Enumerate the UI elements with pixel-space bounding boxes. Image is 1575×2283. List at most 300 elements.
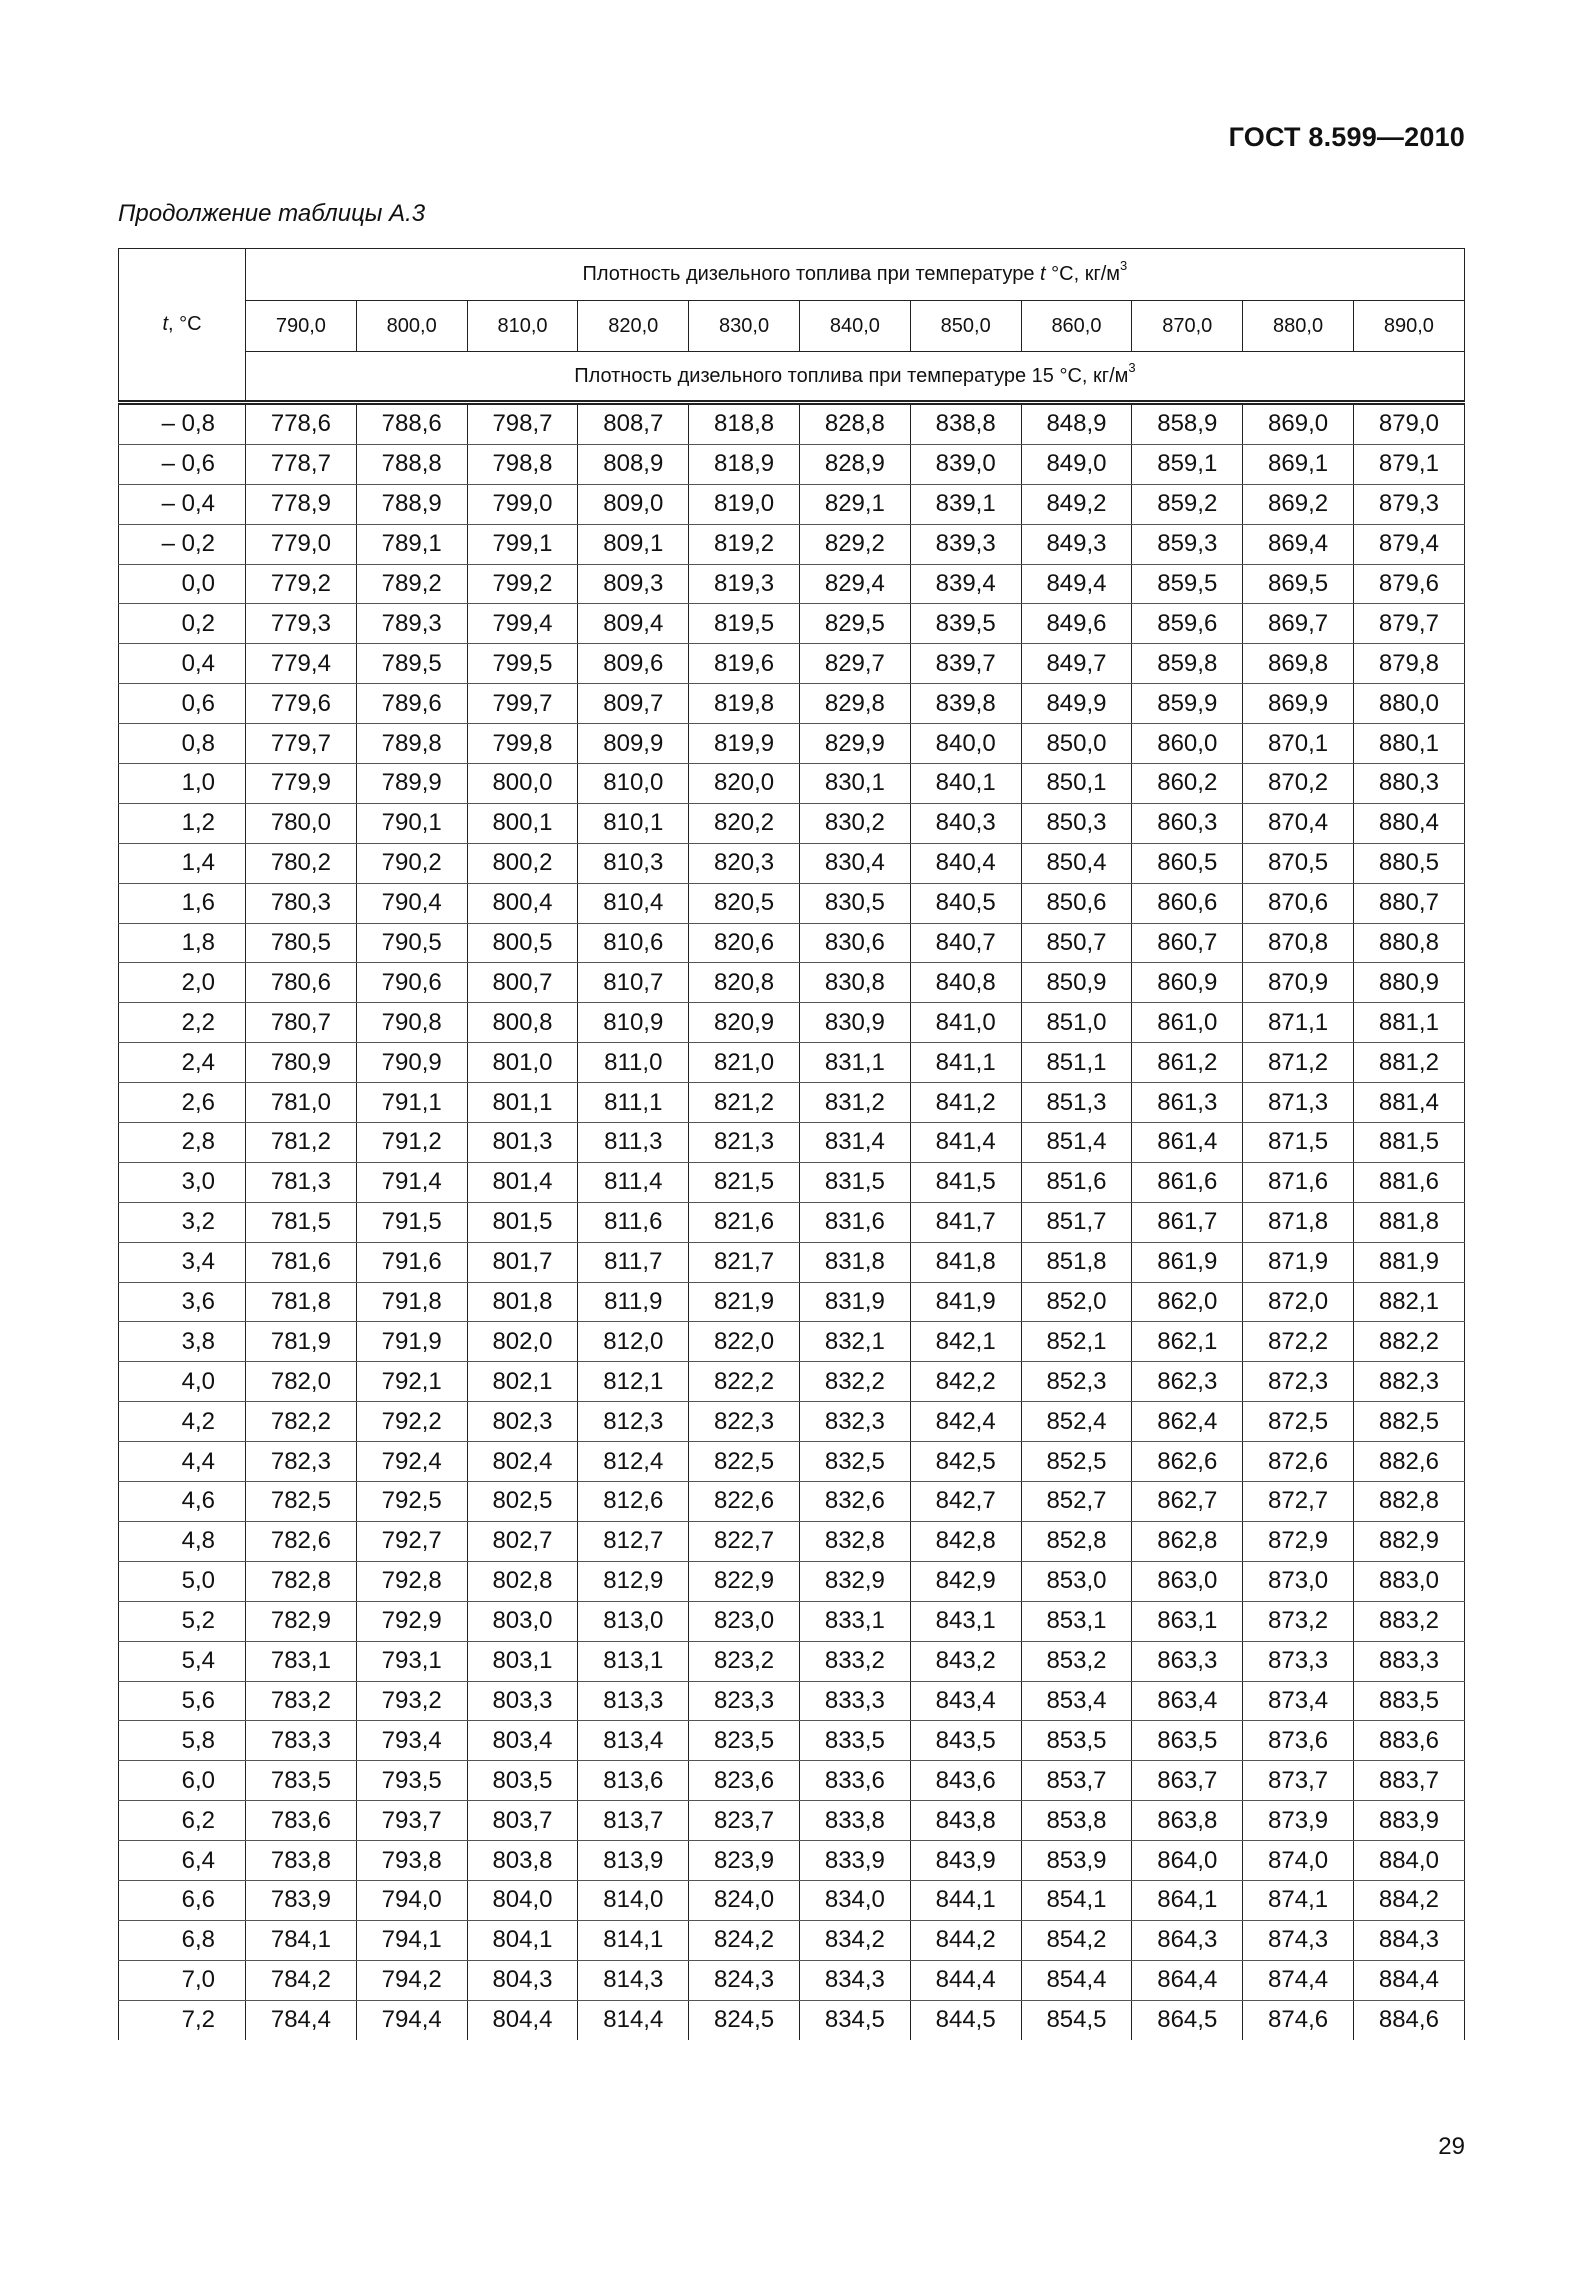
density-value-cell: 853,8 [1021, 1801, 1132, 1841]
density-value-cell: 844,4 [910, 1960, 1021, 2000]
temperature-cell: 1,6 [119, 883, 246, 923]
density-value-cell: 788,6 [356, 403, 467, 445]
density-value-cell: 821,0 [689, 1043, 800, 1083]
density-value-cell: 850,7 [1021, 923, 1132, 963]
density-value-cell: 874,1 [1243, 1880, 1354, 1920]
density-value-cell: 832,2 [799, 1362, 910, 1402]
density-value-cell: 781,2 [246, 1123, 357, 1163]
density-column-header: 810,0 [467, 301, 578, 352]
density-value-cell: 801,1 [467, 1083, 578, 1123]
density-value-cell: 829,4 [799, 564, 910, 604]
temperature-cell: 6,2 [119, 1801, 246, 1841]
density-value-cell: 799,4 [467, 604, 578, 644]
density-value-cell: 793,2 [356, 1681, 467, 1721]
density-value-cell: 842,4 [910, 1402, 1021, 1442]
density-value-cell: 880,4 [1353, 803, 1464, 843]
density-value-cell: 870,9 [1243, 963, 1354, 1003]
density-value-cell: 819,9 [689, 724, 800, 764]
table-row [119, 524, 1465, 564]
temperature-cell: 3,6 [119, 1282, 246, 1322]
density-value-cell: 853,5 [1021, 1721, 1132, 1761]
density-value-cell: 860,6 [1132, 883, 1243, 923]
density-value-cell: 802,1 [467, 1362, 578, 1402]
density-value-cell: 863,7 [1132, 1761, 1243, 1801]
density-value-cell: 879,0 [1353, 403, 1464, 445]
density-value-cell: 871,9 [1243, 1242, 1354, 1282]
density-value-cell: 813,7 [578, 1801, 689, 1841]
density-value-cell: 782,0 [246, 1362, 357, 1402]
density-value-cell: 822,6 [689, 1482, 800, 1522]
table-row [119, 1202, 1465, 1242]
temperature-cell: 6,0 [119, 1761, 246, 1801]
table-row [119, 1282, 1465, 1322]
density-value-cell: 813,3 [578, 1681, 689, 1721]
temperature-cell: 5,8 [119, 1721, 246, 1761]
density-value-cell: 851,6 [1021, 1162, 1132, 1202]
density-value-cell: 809,1 [578, 524, 689, 564]
density-value-cell: 884,0 [1353, 1841, 1464, 1881]
density-value-cell: 843,2 [910, 1641, 1021, 1681]
density-value-cell: 793,8 [356, 1841, 467, 1881]
density-value-cell: 820,5 [689, 883, 800, 923]
density-value-cell: 883,5 [1353, 1681, 1464, 1721]
density-value-cell: 780,5 [246, 923, 357, 963]
density-value-cell: 863,4 [1132, 1681, 1243, 1721]
density-value-cell: 812,4 [578, 1442, 689, 1482]
density-value-cell: 791,6 [356, 1242, 467, 1282]
density-value-cell: 818,9 [689, 444, 800, 484]
temperature-cell: 4,4 [119, 1442, 246, 1482]
density-value-cell: 864,3 [1132, 1920, 1243, 1960]
temperature-cell: 3,4 [119, 1242, 246, 1282]
density-value-cell: 830,4 [799, 843, 910, 883]
density-value-cell: 811,1 [578, 1083, 689, 1123]
density-value-cell: 790,5 [356, 923, 467, 963]
table-row [119, 1841, 1465, 1881]
table-row [119, 724, 1465, 764]
density-value-cell: 883,0 [1353, 1561, 1464, 1601]
density-value-cell: 833,5 [799, 1721, 910, 1761]
density-value-cell: 800,1 [467, 803, 578, 843]
density-value-cell: 870,6 [1243, 883, 1354, 923]
density-value-cell: 853,9 [1021, 1841, 1132, 1881]
density-value-cell: 788,9 [356, 484, 467, 524]
density-value-cell: 823,3 [689, 1681, 800, 1721]
density-value-cell: 833,2 [799, 1641, 910, 1681]
density-value-cell: 811,9 [578, 1282, 689, 1322]
density-value-cell: 792,9 [356, 1601, 467, 1641]
density-table [118, 248, 1465, 2040]
density-value-cell: 781,5 [246, 1202, 357, 1242]
density-value-cell: 831,6 [799, 1202, 910, 1242]
density-value-cell: 799,1 [467, 524, 578, 564]
density-value-cell: 842,9 [910, 1561, 1021, 1601]
density-value-cell: 852,5 [1021, 1442, 1132, 1482]
density-value-cell: 799,8 [467, 724, 578, 764]
table-row [119, 1561, 1465, 1601]
density-value-cell: 842,1 [910, 1322, 1021, 1362]
density-value-cell: 821,9 [689, 1282, 800, 1322]
density-value-cell: 800,7 [467, 963, 578, 1003]
document-code: ГОСТ 8.599—2010 [1228, 122, 1465, 152]
density-value-cell: 840,3 [910, 803, 1021, 843]
density-value-cell: 840,7 [910, 923, 1021, 963]
density-value-cell: 859,2 [1132, 484, 1243, 524]
density-value-cell: 803,4 [467, 1721, 578, 1761]
density-value-cell: 824,3 [689, 1960, 800, 2000]
density-value-cell: 843,9 [910, 1841, 1021, 1881]
density-value-cell: 823,6 [689, 1761, 800, 1801]
density-value-cell: 882,8 [1353, 1482, 1464, 1522]
density-value-cell: 871,3 [1243, 1083, 1354, 1123]
density-value-cell: 830,5 [799, 883, 910, 923]
density-value-cell: 830,8 [799, 963, 910, 1003]
table-row [119, 1043, 1465, 1083]
density-value-cell: 802,4 [467, 1442, 578, 1482]
density-value-cell: 800,2 [467, 843, 578, 883]
density-value-cell: 882,2 [1353, 1322, 1464, 1362]
density-value-cell: 791,1 [356, 1083, 467, 1123]
temperature-cell: 1,8 [119, 923, 246, 963]
density-value-cell: 839,4 [910, 564, 1021, 604]
density-value-cell: 882,3 [1353, 1362, 1464, 1402]
density-value-cell: 850,0 [1021, 724, 1132, 764]
density-value-cell: 823,2 [689, 1641, 800, 1681]
density-value-cell: 864,0 [1132, 1841, 1243, 1881]
table-row [119, 843, 1465, 883]
density-value-cell: 789,3 [356, 604, 467, 644]
density-value-cell: 811,0 [578, 1043, 689, 1083]
density-value-cell: 833,8 [799, 1801, 910, 1841]
density-value-cell: 779,0 [246, 524, 357, 564]
temperature-cell: – 0,2 [119, 524, 246, 564]
density-value-cell: 883,9 [1353, 1801, 1464, 1841]
density-value-cell: 780,2 [246, 843, 357, 883]
density-value-cell: 841,5 [910, 1162, 1021, 1202]
density-column-header: 880,0 [1243, 301, 1354, 352]
density-value-cell: 782,3 [246, 1442, 357, 1482]
temperature-cell: – 0,6 [119, 444, 246, 484]
density-value-cell: 833,1 [799, 1601, 910, 1641]
density-value-cell: 849,0 [1021, 444, 1132, 484]
density-value-cell: 881,4 [1353, 1083, 1464, 1123]
density-value-cell: 809,9 [578, 724, 689, 764]
table-row [119, 604, 1465, 644]
density-value-cell: 780,6 [246, 963, 357, 1003]
density-value-cell: 784,1 [246, 1920, 357, 1960]
density-value-cell: 809,3 [578, 564, 689, 604]
density-value-cell: 843,6 [910, 1761, 1021, 1801]
table-row [119, 403, 1465, 445]
density-value-cell: 859,5 [1132, 564, 1243, 604]
density-value-cell: 800,4 [467, 883, 578, 923]
density-value-cell: 872,0 [1243, 1282, 1354, 1322]
density-value-cell: 862,8 [1132, 1521, 1243, 1561]
density-value-cell: 863,3 [1132, 1641, 1243, 1681]
table-row [119, 1801, 1465, 1841]
density-value-cell: 841,2 [910, 1083, 1021, 1123]
density-value-cell: 862,4 [1132, 1402, 1243, 1442]
table-row [119, 444, 1465, 484]
density-value-cell: 833,9 [799, 1841, 910, 1881]
density-value-cell: 821,2 [689, 1083, 800, 1123]
density-value-cell: 872,5 [1243, 1402, 1354, 1442]
density-value-cell: 779,6 [246, 684, 357, 724]
density-value-cell: 870,8 [1243, 923, 1354, 963]
density-value-cell: 822,0 [689, 1322, 800, 1362]
density-value-cell: 882,9 [1353, 1521, 1464, 1561]
density-value-cell: 831,2 [799, 1083, 910, 1123]
temperature-cell: 0,4 [119, 644, 246, 684]
density-value-cell: 833,6 [799, 1761, 910, 1801]
density-value-cell: 860,5 [1132, 843, 1243, 883]
density-value-cell: 863,0 [1132, 1561, 1243, 1601]
density-value-cell: 782,5 [246, 1482, 357, 1522]
density-value-cell: 880,9 [1353, 963, 1464, 1003]
density-value-cell: 862,1 [1132, 1322, 1243, 1362]
temperature-cell: 3,2 [119, 1202, 246, 1242]
density-value-cell: 884,2 [1353, 1880, 1464, 1920]
temperature-cell: 1,0 [119, 764, 246, 804]
density-value-cell: 859,9 [1132, 684, 1243, 724]
density-value-cell: 802,8 [467, 1561, 578, 1601]
density-value-cell: 850,6 [1021, 883, 1132, 923]
density-value-cell: 841,1 [910, 1043, 1021, 1083]
density-value-cell: 879,6 [1353, 564, 1464, 604]
density-value-cell: 792,2 [356, 1402, 467, 1442]
density-value-cell: 799,5 [467, 644, 578, 684]
temperature-cell: 5,2 [119, 1601, 246, 1641]
table-row [119, 484, 1465, 524]
density-column-header: 790,0 [246, 301, 357, 352]
density-value-cell: 829,9 [799, 724, 910, 764]
density-value-cell: 880,3 [1353, 764, 1464, 804]
table-row [119, 2000, 1465, 2039]
density-value-cell: 801,8 [467, 1282, 578, 1322]
density-value-cell: 873,4 [1243, 1681, 1354, 1721]
density-value-cell: 841,8 [910, 1242, 1021, 1282]
density-value-cell: 881,5 [1353, 1123, 1464, 1163]
density-value-cell: 820,3 [689, 843, 800, 883]
density-value-cell: 844,2 [910, 1920, 1021, 1960]
density-value-cell: 802,5 [467, 1482, 578, 1522]
density-value-cell: 811,3 [578, 1123, 689, 1163]
density-value-cell: 843,1 [910, 1601, 1021, 1641]
density-value-cell: 861,4 [1132, 1123, 1243, 1163]
density-value-cell: 823,9 [689, 1841, 800, 1881]
temperature-cell: 2,0 [119, 963, 246, 1003]
density-value-cell: 869,4 [1243, 524, 1354, 564]
density-value-cell: 843,8 [910, 1801, 1021, 1841]
density-value-cell: 800,8 [467, 1003, 578, 1043]
density-value-cell: 820,9 [689, 1003, 800, 1043]
density-value-cell: 820,6 [689, 923, 800, 963]
density-value-cell: 851,4 [1021, 1123, 1132, 1163]
density-value-cell: 859,6 [1132, 604, 1243, 644]
density-value-cell: 779,9 [246, 764, 357, 804]
temperature-cell: 5,0 [119, 1561, 246, 1601]
density-value-cell: 810,9 [578, 1003, 689, 1043]
table-row [119, 1003, 1465, 1043]
density-value-cell: 843,4 [910, 1681, 1021, 1721]
density-value-cell: 794,0 [356, 1880, 467, 1920]
density-value-cell: 869,1 [1243, 444, 1354, 484]
density-value-cell: 792,7 [356, 1521, 467, 1561]
density-value-cell: 789,6 [356, 684, 467, 724]
density-value-cell: 779,3 [246, 604, 357, 644]
density-value-cell: 838,8 [910, 403, 1021, 445]
density-value-cell: 883,2 [1353, 1601, 1464, 1641]
density-value-cell: 823,7 [689, 1801, 800, 1841]
density-value-cell: 880,8 [1353, 923, 1464, 963]
density-value-cell: 809,0 [578, 484, 689, 524]
density-value-cell: 814,4 [578, 2000, 689, 2039]
density-value-cell: 881,2 [1353, 1043, 1464, 1083]
density-value-cell: 869,5 [1243, 564, 1354, 604]
density-value-cell: 841,9 [910, 1282, 1021, 1322]
density-value-cell: 881,9 [1353, 1242, 1464, 1282]
density-value-cell: 822,2 [689, 1362, 800, 1402]
table-row [119, 1681, 1465, 1721]
density-value-cell: 818,8 [689, 403, 800, 445]
density-value-cell: 809,7 [578, 684, 689, 724]
temperature-cell: 7,0 [119, 1960, 246, 2000]
density-value-cell: 820,2 [689, 803, 800, 843]
temperature-cell: 6,4 [119, 1841, 246, 1881]
density-value-cell: 871,6 [1243, 1162, 1354, 1202]
temperature-cell: 1,2 [119, 803, 246, 843]
density-value-cell: 782,2 [246, 1402, 357, 1442]
density-value-cell: 871,2 [1243, 1043, 1354, 1083]
table-row [119, 963, 1465, 1003]
density-value-cell: 782,6 [246, 1521, 357, 1561]
density-value-cell: 862,3 [1132, 1362, 1243, 1402]
density-value-cell: 820,0 [689, 764, 800, 804]
density-value-cell: 851,3 [1021, 1083, 1132, 1123]
density-value-cell: 872,7 [1243, 1482, 1354, 1522]
density-value-cell: 864,1 [1132, 1880, 1243, 1920]
density-value-cell: 803,8 [467, 1841, 578, 1881]
density-value-cell: 839,8 [910, 684, 1021, 724]
table-header [119, 249, 1465, 403]
table-row [119, 644, 1465, 684]
temperature-cell: 1,4 [119, 843, 246, 883]
density-value-cell: 853,0 [1021, 1561, 1132, 1601]
temperature-cell: 4,2 [119, 1402, 246, 1442]
density-value-cell: 881,8 [1353, 1202, 1464, 1242]
density-value-cell: 781,6 [246, 1242, 357, 1282]
density-value-cell: 781,8 [246, 1282, 357, 1322]
density-column-header: 830,0 [689, 301, 800, 352]
density-value-cell: 819,0 [689, 484, 800, 524]
density-value-cell: 861,3 [1132, 1083, 1243, 1123]
density-value-cell: 873,9 [1243, 1801, 1354, 1841]
density-value-cell: 859,3 [1132, 524, 1243, 564]
density-value-cell: 874,3 [1243, 1920, 1354, 1960]
density-value-cell: 848,9 [1021, 403, 1132, 445]
density-value-cell: 803,0 [467, 1601, 578, 1641]
temperature-cell: 2,6 [119, 1083, 246, 1123]
table-row [119, 684, 1465, 724]
density-value-cell: 841,4 [910, 1123, 1021, 1163]
density-value-cell: 860,9 [1132, 963, 1243, 1003]
density-value-cell: 790,8 [356, 1003, 467, 1043]
density-value-cell: 794,2 [356, 1960, 467, 2000]
density-value-cell: 832,3 [799, 1402, 910, 1442]
density-value-cell: 800,0 [467, 764, 578, 804]
table-row [119, 1960, 1465, 2000]
density-value-cell: 780,0 [246, 803, 357, 843]
density-value-cell: 858,9 [1132, 403, 1243, 445]
density-value-cell: 842,5 [910, 1442, 1021, 1482]
density-value-cell: 823,0 [689, 1601, 800, 1641]
density-value-cell: 832,8 [799, 1521, 910, 1561]
density-at-15c-header: Плотность дизельного топлива при температуре 15 °C, $кг/м^3$ [246, 352, 1465, 403]
temperature-cell: 5,4 [119, 1641, 246, 1681]
density-value-cell: 874,4 [1243, 1960, 1354, 2000]
density-value-cell: 822,7 [689, 1521, 800, 1561]
density-value-cell: 861,7 [1132, 1202, 1243, 1242]
observed-density-header: Плотность дизельного топлива при температуре t °C, $кг/м^3$ [246, 249, 1465, 301]
density-value-cell: 872,6 [1243, 1442, 1354, 1482]
density-value-cell: 819,5 [689, 604, 800, 644]
density-value-cell: 860,0 [1132, 724, 1243, 764]
density-value-cell: 854,2 [1021, 1920, 1132, 1960]
density-value-cell: 802,7 [467, 1521, 578, 1561]
table-row [119, 564, 1465, 604]
table-row [119, 1362, 1465, 1402]
temperature-cell: 5,6 [119, 1681, 246, 1721]
table-row [119, 1083, 1465, 1123]
density-value-cell: 862,7 [1132, 1482, 1243, 1522]
density-value-cell: 872,2 [1243, 1322, 1354, 1362]
density-value-cell: 870,1 [1243, 724, 1354, 764]
density-value-cell: 792,1 [356, 1362, 467, 1402]
density-value-cell: 844,5 [910, 2000, 1021, 2039]
density-value-cell: 870,4 [1243, 803, 1354, 843]
density-value-cell: 791,5 [356, 1202, 467, 1242]
density-value-cell: 802,3 [467, 1402, 578, 1442]
density-value-cell: 813,4 [578, 1721, 689, 1761]
density-value-cell: 783,8 [246, 1841, 357, 1881]
density-value-cell: 863,5 [1132, 1721, 1243, 1761]
density-value-cell: 864,4 [1132, 1960, 1243, 2000]
temperature-cell: – 0,4 [119, 484, 246, 524]
density-value-cell: 833,3 [799, 1681, 910, 1721]
density-value-cell: 873,7 [1243, 1761, 1354, 1801]
density-value-cell: 882,1 [1353, 1282, 1464, 1322]
density-value-cell: 879,7 [1353, 604, 1464, 644]
density-value-cell: 834,0 [799, 1880, 910, 1920]
table-row [119, 1721, 1465, 1761]
density-value-cell: 852,8 [1021, 1521, 1132, 1561]
density-value-cell: 811,6 [578, 1202, 689, 1242]
density-value-cell: 812,1 [578, 1362, 689, 1402]
density-value-cell: 881,6 [1353, 1162, 1464, 1202]
density-value-cell: 804,0 [467, 1880, 578, 1920]
density-value-cell: 824,2 [689, 1920, 800, 1960]
density-value-cell: 832,5 [799, 1442, 910, 1482]
density-column-header: 860,0 [1021, 301, 1132, 352]
density-value-cell: 839,0 [910, 444, 1021, 484]
temperature-cell: 0,0 [119, 564, 246, 604]
density-value-cell: 789,2 [356, 564, 467, 604]
table-row [119, 1761, 1465, 1801]
density-column-header: 870,0 [1132, 301, 1243, 352]
density-value-cell: 834,5 [799, 2000, 910, 2039]
density-value-cell: 822,5 [689, 1442, 800, 1482]
density-value-cell: 784,4 [246, 2000, 357, 2039]
